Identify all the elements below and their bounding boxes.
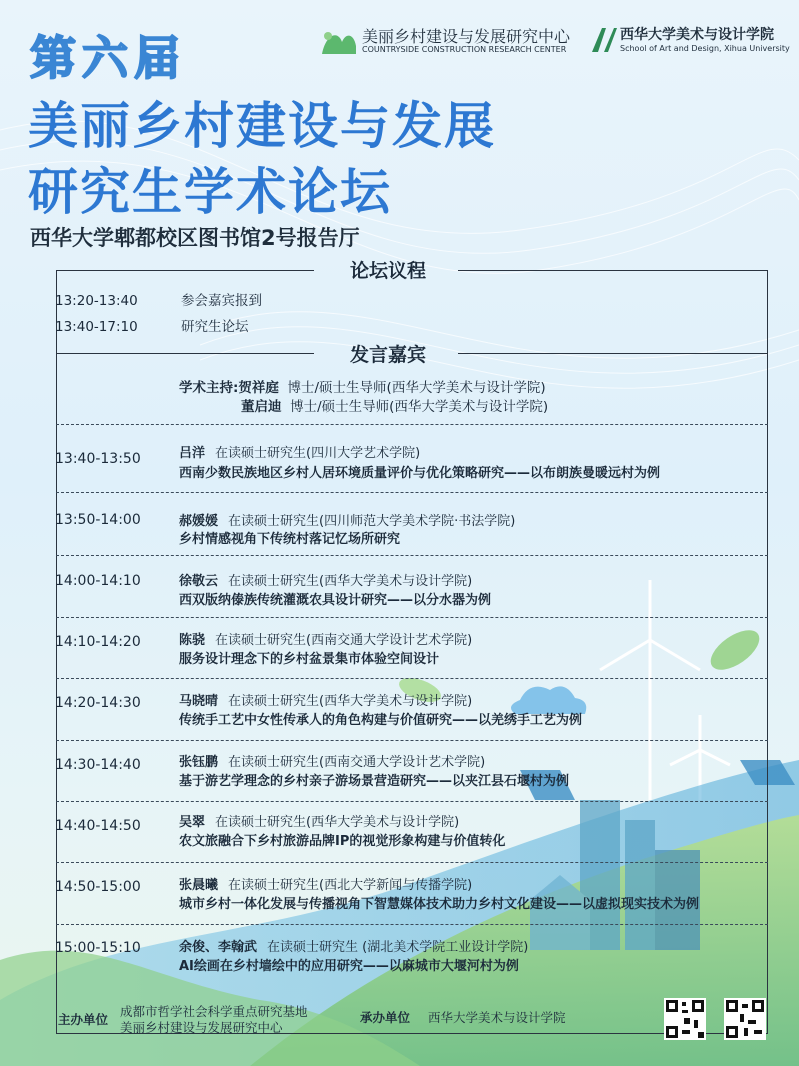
section-divider-right [458, 353, 768, 354]
organizer-1: 成都市哲学社会科学重点研究基地 [120, 1004, 308, 1019]
qr-code-icon [664, 998, 706, 1040]
slot-time: 14:40-14:50 [55, 818, 141, 834]
slot-topic: 城市乡村一体化发展与传播视角下智慧媒体技术助力乡村文化建设——以虚拟现实技术为例 [179, 897, 700, 912]
dashed-divider [56, 678, 768, 679]
slot-time: 13:50-14:00 [55, 512, 141, 528]
slot-speaker: 张晨曦 在读硕士研究生(西北大学新闻与传播学院) [179, 878, 473, 893]
slot-speaker: 马晓晴 在读硕士研究生(西华大学美术与设计学院) [179, 694, 473, 709]
research-center-name-en: COUNTRYSIDE CONSTRUCTION RESEARCH CENTER [362, 45, 567, 54]
dashed-divider [56, 424, 768, 425]
agenda-heading: 论坛议程 [350, 260, 427, 282]
speakers-heading: 发言嘉宾 [350, 344, 427, 366]
slot-speaker: 张钰鹏 在读硕士研究生(西南交通大学设计艺术学院) [179, 755, 486, 770]
frame-top-left [56, 270, 314, 271]
dashed-divider [56, 924, 768, 925]
slot-time: 13:40-13:50 [55, 451, 141, 467]
slot-time: 14:30-14:40 [55, 757, 141, 773]
dashed-divider [56, 555, 768, 556]
host-org: 西华大学美术与设计学院 [428, 1010, 566, 1025]
slot-speaker: 吴翠 在读硕士研究生(西华大学美术与设计学院) [179, 815, 460, 830]
slot-time: 14:20-14:30 [55, 695, 141, 711]
slot-time: 14:50-15:00 [55, 879, 141, 895]
slot-topic: 传统手工艺中女性传承人的角色构建与价值研究——以羌绣手工艺为例 [179, 713, 583, 728]
slot-topic: 西南少数民族地区乡村人居环境质量评价与优化策略研究——以布朗族曼暖远村为例 [179, 466, 661, 481]
dashed-divider [56, 801, 768, 802]
slot-time: 14:00-14:10 [55, 573, 141, 589]
slot-topic: 西双版纳傣族传统灌溉农具设计研究——以分水器为例 [179, 593, 492, 608]
agenda-item: 13:40-17:10 研究生论坛 [55, 319, 249, 335]
school-name: 西华大学美术与设计学院 [620, 27, 774, 43]
slot-topic: 农文旅融合下乡村旅游品牌IP的视觉形象构建与价值转化 [179, 834, 506, 849]
slot-speaker: 陈骁 在读硕士研究生(西南交通大学设计艺术学院) [179, 633, 473, 648]
title-line-2: 研究生学术论坛 [28, 163, 392, 221]
research-center-name: 美丽乡村建设与发展研究中心 [362, 27, 571, 46]
slot-speaker: 吕洋 在读硕士研究生(四川大学艺术学院) [179, 446, 421, 461]
organizer-2: 美丽乡村建设与发展研究中心 [120, 1020, 283, 1035]
dashed-divider [56, 862, 768, 863]
slot-speaker: 郝媛媛 在读硕士研究生(四川师范大学美术学院·书法学院) [179, 514, 516, 529]
school-logo [590, 24, 790, 60]
agenda-item: 13:20-13:40 参会嘉宾报到 [55, 293, 262, 309]
frame-top-right [458, 270, 768, 271]
title-line-1: 美丽乡村建设与发展 [28, 97, 496, 155]
slot-topic: 乡村情感视角下传统村落记忆场所研究 [179, 532, 401, 547]
slot-topic: 基于游艺学理念的乡村亲子游场景营造研究——以夹江县石堰村为例 [179, 774, 570, 789]
slot-topic: 服务设计理念下的乡村盆景集市体验空间设计 [179, 652, 440, 667]
dashed-divider [56, 617, 768, 618]
qr-code-icon [724, 998, 766, 1040]
dashed-divider [56, 492, 768, 493]
school-name-en: School of Art and Design, Xihua University [620, 44, 790, 53]
host-org-label: 承办单位 [360, 1010, 411, 1025]
slot-speaker: 徐敬云 在读硕士研究生(西华大学美术与设计学院) [179, 574, 473, 589]
dashed-divider [56, 740, 768, 741]
edition-label: 第六届 [30, 31, 186, 85]
host-row: 学术主持:贺祥庭 博士/硕士生导师(西华大学美术与设计学院) [179, 380, 546, 396]
slot-time: 15:00-15:10 [55, 940, 141, 956]
venue: 西华大学郫都校区图书馆2号报告厅 [30, 226, 360, 250]
research-center-logo-icon [318, 24, 358, 60]
school-logo-icon [590, 26, 618, 54]
organizer-label: 主办单位 [58, 1012, 109, 1027]
slot-topic: AI绘画在乡村墙绘中的应用研究——以麻城市大堰河村为例 [179, 959, 519, 974]
slot-time: 14:10-14:20 [55, 634, 141, 650]
section-divider-left [56, 353, 314, 354]
slot-speaker: 余俊、李翰武 在读硕士研究生 (湖北美术学院工业设计学院) [179, 940, 529, 955]
host-row: 董启迪 博士/硕士生导师(西华大学美术与设计学院) [241, 399, 549, 415]
research-center-logo [318, 24, 571, 60]
